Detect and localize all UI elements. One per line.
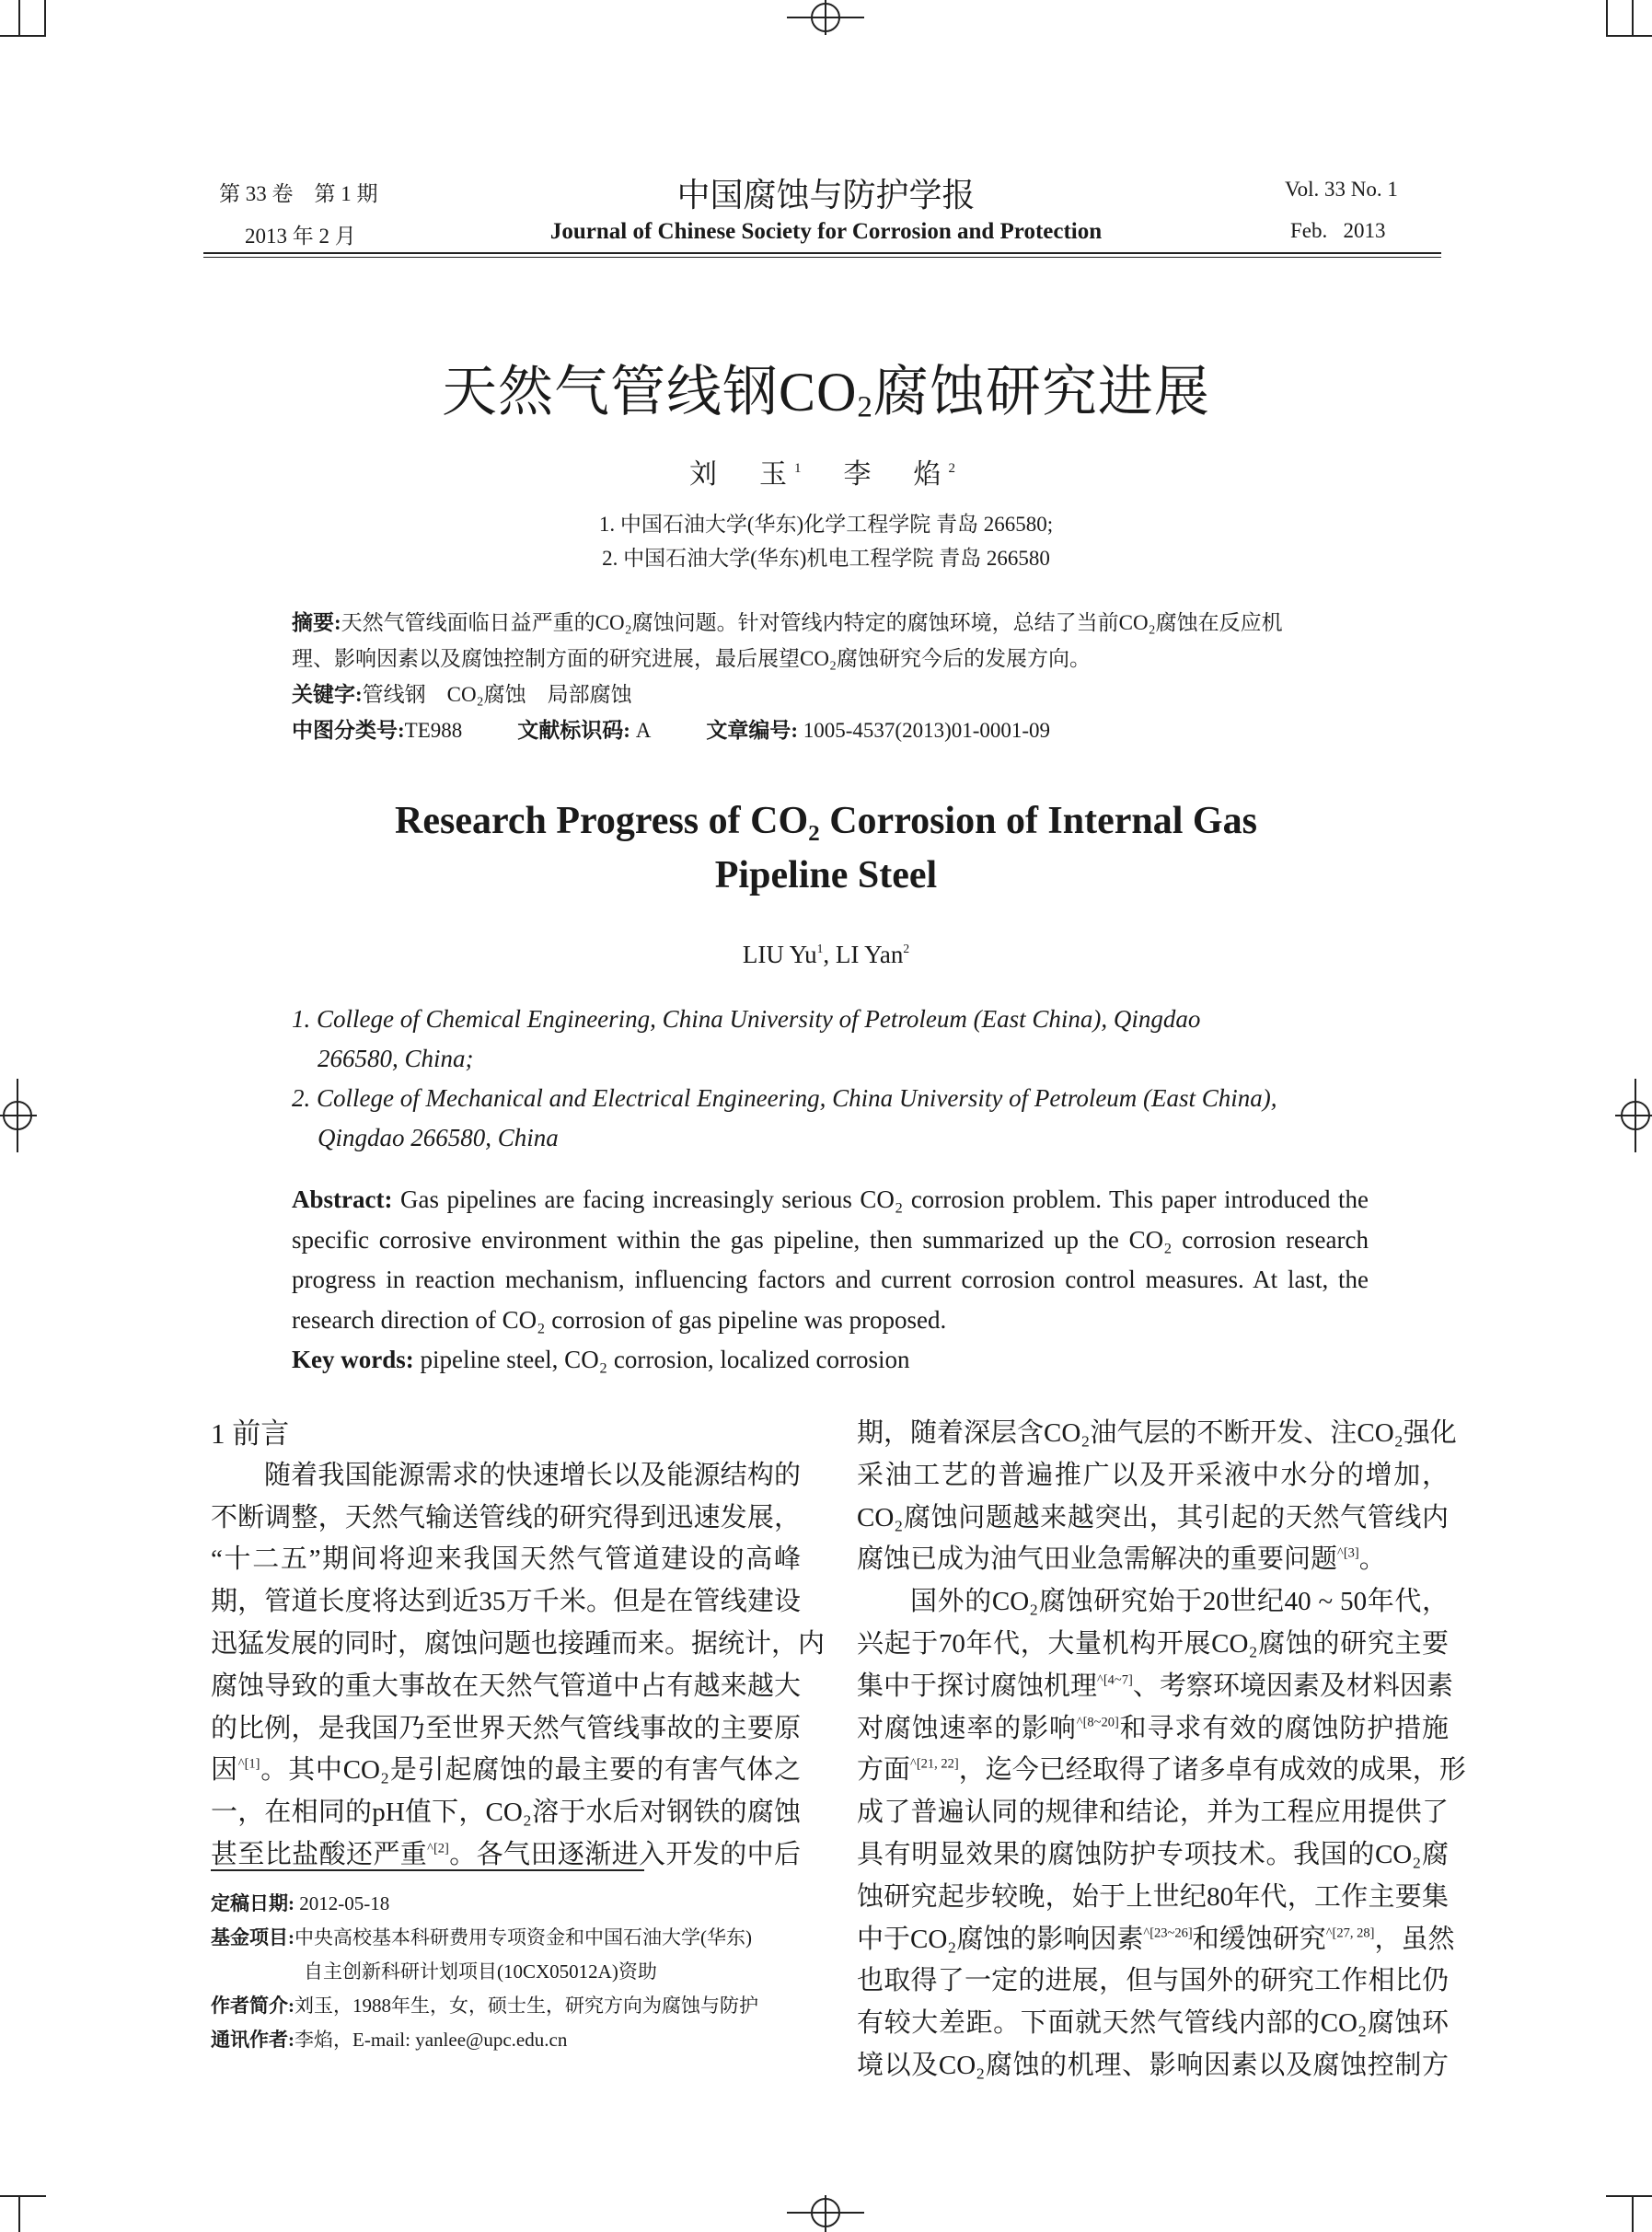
section-heading: 1 前言 xyxy=(211,1417,290,1450)
authors-cn: 刘 玉$^1$ 李 焰$^2$ xyxy=(689,459,963,490)
text: 国外的CO₂腐蚀研究始于20世纪40 ~ 50年代， xyxy=(910,1587,1449,1617)
body-text-line xyxy=(857,1919,1455,1961)
text: 腐蚀导致的重大事故在天然气管道中占有越来越大 xyxy=(211,1671,801,1701)
body-text-line xyxy=(857,1413,1457,1455)
body-text-line xyxy=(857,1455,1449,1498)
text: 不断调整，天然气输送管线的研究得到迅速发展， xyxy=(211,1502,801,1532)
body-text-line xyxy=(211,1581,801,1624)
volume-issue-en: Vol. 33 No. 1 xyxy=(1285,178,1398,201)
authors-en: LIU Yu$^1$, LI Yan$^2$ xyxy=(742,941,910,968)
text: 有较大差距。下面就天然气管线内部的CO₂腐蚀环 xyxy=(857,2008,1449,2039)
paper-title-cn: 天然气管线钢CO2腐蚀研究进展 xyxy=(442,362,1210,424)
body-column-right xyxy=(857,1413,1466,2087)
body-text-line xyxy=(857,1666,1453,1708)
text: 兴起于70年代，大量机构开展CO₂腐蚀的研究主要 xyxy=(857,1628,1449,1659)
citation: ^[2] xyxy=(427,1841,449,1856)
text: 具有明显效果的腐蚀防护专项技术。我国的CO₂腐 xyxy=(857,1839,1449,1869)
text: ，虽然 xyxy=(1374,1924,1455,1954)
body-text-line xyxy=(211,1750,801,1792)
body-text-line xyxy=(857,1960,1449,2003)
body-text-line xyxy=(857,1792,1449,1834)
text: 也取得了一定的进展，但与国外的研究工作相比仍 xyxy=(857,1966,1449,1996)
text: 迅猛发展的同时，腐蚀问题也接踵而来。据统计，内 xyxy=(211,1628,826,1659)
text: 。其中CO₂是引起腐蚀的最主要的有害气体之 xyxy=(260,1755,801,1786)
body-text-line xyxy=(857,1708,1449,1751)
volume-issue-cn: 第 33 卷 第 1 期 xyxy=(219,182,378,205)
body-text-line xyxy=(211,1708,801,1751)
abstract-cn: 摘要:天然气管线面临日益严重的CO₂腐蚀问题。针对管线内特定的腐蚀环境，总结了当前CO₂腐蚀在反应机 理、影响因素以及腐蚀控制方面的研究进展，最后展望CO₂腐蚀研究今后的发展方向。 关键字:管线钢 CO₂腐蚀 局部腐蚀 中图分类号:TE988 文献标识码: A 文章编号: 1005-4537(2013)01-0001-09 xyxy=(292,611,1283,742)
footnotes: 定稿日期: 2012-05-18 基金项目:中央高校基本科研费用专项资金和中国石油大学(华东) 自主创新科研计划项目(10CX05012A)资助 作者简介:刘玉，1988年生，女，硕士生，研究方向为腐蚀与防护 通讯作者:李焰，E-mail: yanlee@upc.edu.cn xyxy=(211,1892,758,2051)
body-text-line xyxy=(857,1624,1449,1666)
text: 随着我国能源需求的快速增长以及能源结构的 xyxy=(264,1460,801,1490)
body-text-line xyxy=(857,2003,1449,2045)
body-text-line xyxy=(211,1792,801,1834)
text: 的比例，是我国乃至世界天然气管线事故的主要原 xyxy=(211,1713,801,1743)
citation: ^[4~7] xyxy=(1097,1672,1133,1688)
body-text-line xyxy=(857,1750,1466,1792)
text: 期，管道长度将达到近35万千米。但是在管线建设 xyxy=(211,1587,801,1617)
text: 和寻求有效的腐蚀防护措施 xyxy=(1118,1713,1449,1743)
header-rule xyxy=(203,252,1441,254)
date-cn: 2013 年 2 月 xyxy=(245,225,356,248)
affiliations-en: 1. College of Chemical Engineering, China University of Petroleum (East China), Qingdao 266580, China; 2. College of Mechanical and Electrical Engineering, China University of Petroleum (East China), Qingdao 266580, China xyxy=(292,1005,1277,1151)
text: 。各气田逐渐进入开发的中后 xyxy=(448,1839,801,1869)
footnote-rule xyxy=(211,1869,644,1871)
body-text-line xyxy=(211,1455,801,1498)
citation: ^[23~26] xyxy=(1143,1925,1193,1940)
body-text-line xyxy=(857,2045,1449,2087)
text: 。 xyxy=(1358,1544,1386,1575)
body-text-line xyxy=(857,1539,1449,1581)
journal-name-cn: 中国腐蚀与防护学报 xyxy=(676,177,976,214)
date-en: Feb. 2013 xyxy=(1290,219,1386,242)
header-rule-thin xyxy=(203,257,1441,258)
text: 方面 xyxy=(857,1755,911,1786)
body-text-line xyxy=(857,1581,1449,1624)
text: 中于CO₂腐蚀的影响因素 xyxy=(857,1924,1144,1954)
citation: ^[27, 28] xyxy=(1325,1925,1375,1940)
body-text-line xyxy=(211,1666,801,1708)
text: 腐蚀已成为油气田业急需解决的重要问题 xyxy=(857,1544,1338,1575)
body-text-line xyxy=(211,1624,826,1666)
paper-title-en-line1: Research Progress of CO₂ Corrosion of Internal Gas xyxy=(395,800,1257,842)
citation: ^[8~20] xyxy=(1076,1714,1119,1729)
citation: ^[21, 22] xyxy=(910,1756,959,1772)
citation: ^[1] xyxy=(237,1756,260,1772)
text: CO₂腐蚀问题越来越突出，其引起的天然气管线内 xyxy=(857,1502,1449,1532)
paper-title-en-line2: Pipeline Steel xyxy=(714,854,938,896)
text: 因 xyxy=(211,1755,238,1786)
text: 蚀研究起步较晚，始于上世纪80年代，工作主要集 xyxy=(857,1881,1449,1912)
body-text-line xyxy=(857,1834,1449,1877)
text: 集中于探讨腐蚀机理 xyxy=(857,1671,1098,1701)
affiliation-cn-1: 1. 中国石油大学(华东)化学工程学院 青岛 266580; xyxy=(598,513,1054,536)
text: 对腐蚀速率的影响 xyxy=(857,1713,1077,1743)
body-text-line xyxy=(857,1498,1449,1540)
text: 境以及CO₂腐蚀的机理、影响因素以及腐蚀控制方 xyxy=(857,2050,1449,2080)
body-column-left xyxy=(211,1413,826,1877)
text: 采油工艺的普遍推广以及开采液中水分的增加， xyxy=(857,1460,1449,1490)
journal-name-en: Journal of Chinese Society for Corrosion and Protection xyxy=(549,219,1103,244)
affiliation-cn-2: 2. 中国石油大学(华东)机电工程学院 青岛 266580 xyxy=(602,547,1050,570)
text: 一，在相同的pH值下，CO₂溶于水后对钢铁的腐蚀 xyxy=(211,1798,801,1828)
text: ，迄今已经取得了诸多卓有成效的成果，形 xyxy=(958,1755,1466,1786)
text: 甚至比盐酸还严重 xyxy=(211,1839,428,1869)
text: 成了普遍认同的规律和结论，并为工程应用提供了 xyxy=(857,1798,1449,1828)
citation: ^[3] xyxy=(1337,1545,1359,1561)
text: 、考察环境因素及材料因素 xyxy=(1132,1671,1453,1701)
text: 和缓蚀研究 xyxy=(1192,1924,1326,1954)
abstract-en: Abstract: Gas pipelines are facing increasingly serious CO₂ corrosion problem. This paper introduced the specific corrosive environment within the gas pipeline, then summarized up the CO₂ corrosion research progress in reaction mechanism, influencing factors and current corrosion control measures. At last, the research direction of CO₂ corrosion of gas pipeline was proposed. Key words: pipeline steel, CO₂ corrosion, localized corrosion xyxy=(292,1185,1369,1373)
body-text-line xyxy=(211,1539,801,1581)
text: “十二五”期间将迎来我国天然气管道建设的高峰 xyxy=(211,1544,801,1575)
body-text-line xyxy=(857,1877,1449,1919)
text: 期，随着深层含CO₂油气层的不断开发、注CO₂强化 xyxy=(857,1418,1457,1448)
body-text-line xyxy=(211,1498,801,1540)
